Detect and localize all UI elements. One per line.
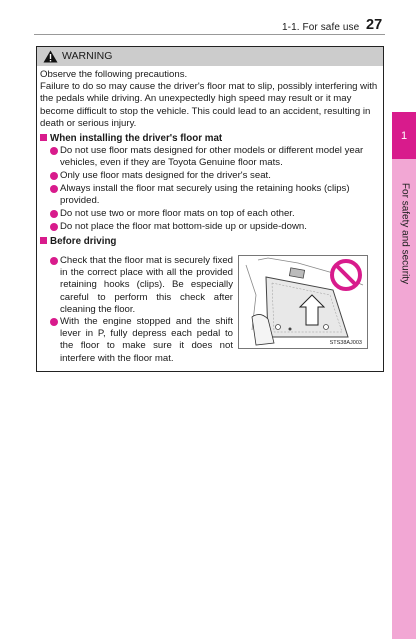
- bullet-item: [50, 145, 378, 169]
- bullet-item: [50, 183, 378, 207]
- page-number: 27: [366, 17, 383, 33]
- round-bullet-icon: [50, 172, 58, 180]
- square-bullet-icon: [40, 134, 47, 141]
- warning-title: WARNING: [62, 50, 113, 62]
- section-heading-floor-mat: [40, 133, 222, 144]
- square-bullet-icon: [40, 237, 47, 244]
- bullet-item: [50, 170, 378, 182]
- round-bullet-icon: [50, 257, 58, 265]
- round-bullet-icon: [50, 185, 58, 193]
- bullet-item: [50, 255, 233, 316]
- round-bullet-icon: [50, 318, 58, 326]
- bullet-text: Always install the floor mat securely using the retaining hooks (clips) provided.: [60, 183, 350, 207]
- bullet-text: With the engine stopped and the shift lever in P, fully depress each pedal to the floor to make sure it does not interfere with the floor mat.: [60, 316, 233, 364]
- warning-intro-line: Observe the following precautions.: [40, 69, 188, 80]
- bullet-item: [50, 208, 378, 220]
- round-bullet-icon: [50, 147, 58, 155]
- warning-header: [37, 47, 383, 66]
- warning-triangle-icon: [43, 50, 58, 63]
- warning-intro: [40, 69, 378, 130]
- round-bullet-icon: [50, 210, 58, 218]
- bullet-text: Only use floor mats designed for the driver's seat.: [60, 170, 271, 181]
- bullet-text: Do not use two or more floor mats on top of each other.: [60, 208, 295, 219]
- bullet-text: Check that the floor mat is securely fixed in the correct place with all the provided retaining hooks (clips). Be especially careful to perform this check after cleaning the floor.: [60, 255, 233, 315]
- bullet-item: [50, 316, 233, 365]
- section-title: 1-1. For safe use: [282, 22, 360, 33]
- floor-mat-illustration: [238, 255, 368, 349]
- chapter-number: 1: [392, 112, 416, 159]
- bullet-text: Do not place the floor mat bottom-side up or upside-down.: [60, 221, 307, 232]
- header-rule: [34, 34, 385, 35]
- round-bullet-icon: [50, 223, 58, 231]
- bullet-text: Do not use floor mats designed for other models or different model year vehicles, even if they are Toyota Genuine floor mats.: [60, 145, 364, 169]
- bullet-item: [50, 221, 378, 233]
- chapter-label: For safety and security: [399, 182, 411, 285]
- warning-body: Failure to do so may cause the driver's floor mat to slip, possibly interfering with the pedals while driving. An unexpectedly high speed may result or it may become difficult to stop the vehicle. This could lead to an accident, resulting in death or serious injury.: [40, 81, 378, 129]
- section-heading-before-driving: [40, 236, 116, 247]
- illustration-code: STS38AJ003: [329, 340, 362, 346]
- section-heading-text: When installing the driver's floor mat: [50, 133, 223, 144]
- section-heading-text: Before driving: [50, 236, 117, 247]
